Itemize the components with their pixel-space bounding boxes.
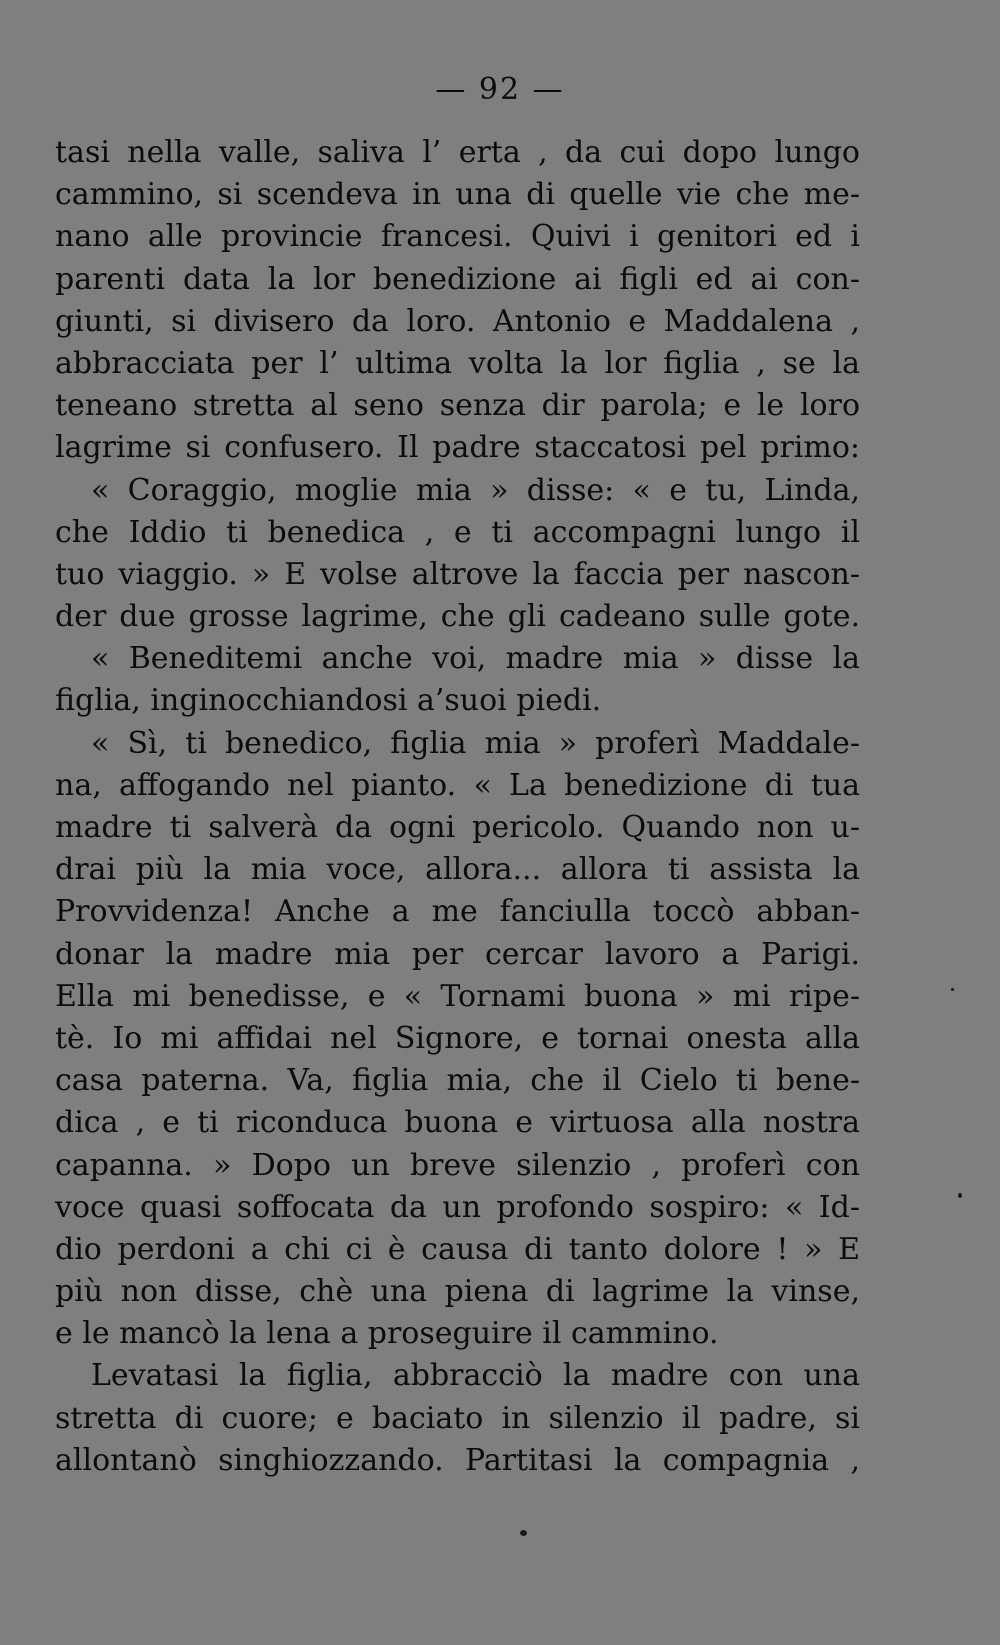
text-line: casa paterna. Va, figlia mia, che il Cielo ti bene- (55, 1063, 860, 1099)
text-line: parenti data la lor benedizione ai figli ed ai con- (55, 261, 860, 297)
page-number: — ⁠92 — (435, 72, 565, 107)
text-line: dio perdoni a chi ci è causa di tanto dolore ! » E (55, 1231, 860, 1267)
text-line: dica , e ti riconduca buona e virtuosa alla nostra (55, 1105, 860, 1141)
text-line: Ella mi benedisse, e « Tornami buona » mi ripe- (55, 978, 860, 1014)
text-line: voce quasi soffocata da un profondo sospiro: « Id- (55, 1189, 860, 1225)
text-line: tasi nella valle, saliva l’ erta , da cui dopo lungo (55, 135, 860, 170)
text-line: « Beneditemi anche voi, madre mia » disse la (91, 641, 860, 677)
text-line: tè. Io mi affidai nel Signore, e tornai onesta alla (55, 1020, 860, 1056)
text-line: nano alle provincie francesi. Quivi i genitori ed i (55, 219, 860, 255)
text-line: « Sì, ti benedico, figlia mia » proferì Maddale- (91, 725, 860, 761)
text-line: che Iddio ti benedica , e ti accompagni lungo il (55, 514, 860, 550)
text-line: « Coraggio, moglie mia » disse: « e tu, Linda, (91, 472, 860, 508)
text-line: lagrime si confusero. Il padre staccatosi pel primo: (55, 430, 860, 466)
text-line: più non disse, chè una piena di lagrime la vinse, (55, 1274, 860, 1310)
ink-speck (520, 1530, 527, 1536)
text-line: donar la madre mia per cercar lavoro a Parigi. (55, 936, 860, 972)
text-line: stretta di cuore; e baciato in silenzio il padre, si (55, 1400, 860, 1436)
text-line: capanna. » Dopo un breve silenzio , proferì con (55, 1147, 860, 1183)
text-line: tuo viaggio. » E volse altrove la faccia per nascon- (55, 556, 860, 592)
ink-speck (951, 988, 954, 991)
text-line: na, affogando nel pianto. « La benedizione di tua (55, 767, 860, 803)
text-line: Levatasi la figlia, abbracciò la madre con una (91, 1358, 860, 1394)
text-line: madre ti salverà da ogni pericolo. Quando non u- (55, 810, 860, 845)
text-line: giunti, si divisero da loro. Antonio e Maddalena , (55, 303, 860, 339)
text-line: cammino, si scendeva in una di quelle vie che me- (55, 177, 860, 213)
text-line: teneano stretta al seno senza dir parola; e le loro (55, 388, 860, 424)
ink-speck (958, 1193, 962, 1198)
text-line: allontanò singhiozzando. Partitasi la compagnia , (55, 1442, 860, 1478)
text-line: Provvidenza! Anche a me fanciulla toccò abban- (55, 894, 860, 930)
text-line: figlia, inginocchiandosi a’suoi piedi. (55, 683, 602, 719)
text-line: drai più la mia voce, allora... allora ti assista la (55, 852, 860, 888)
text-line: e le mancò la lena a proseguire il cammino. (55, 1316, 719, 1352)
text-line: abbracciata per l’ ultima volta la lor figlia , se la (55, 345, 860, 381)
body-text (55, 132, 860, 1482)
text-line: der due grosse lagrime, che gli cadeano sulle gote. (55, 599, 860, 635)
